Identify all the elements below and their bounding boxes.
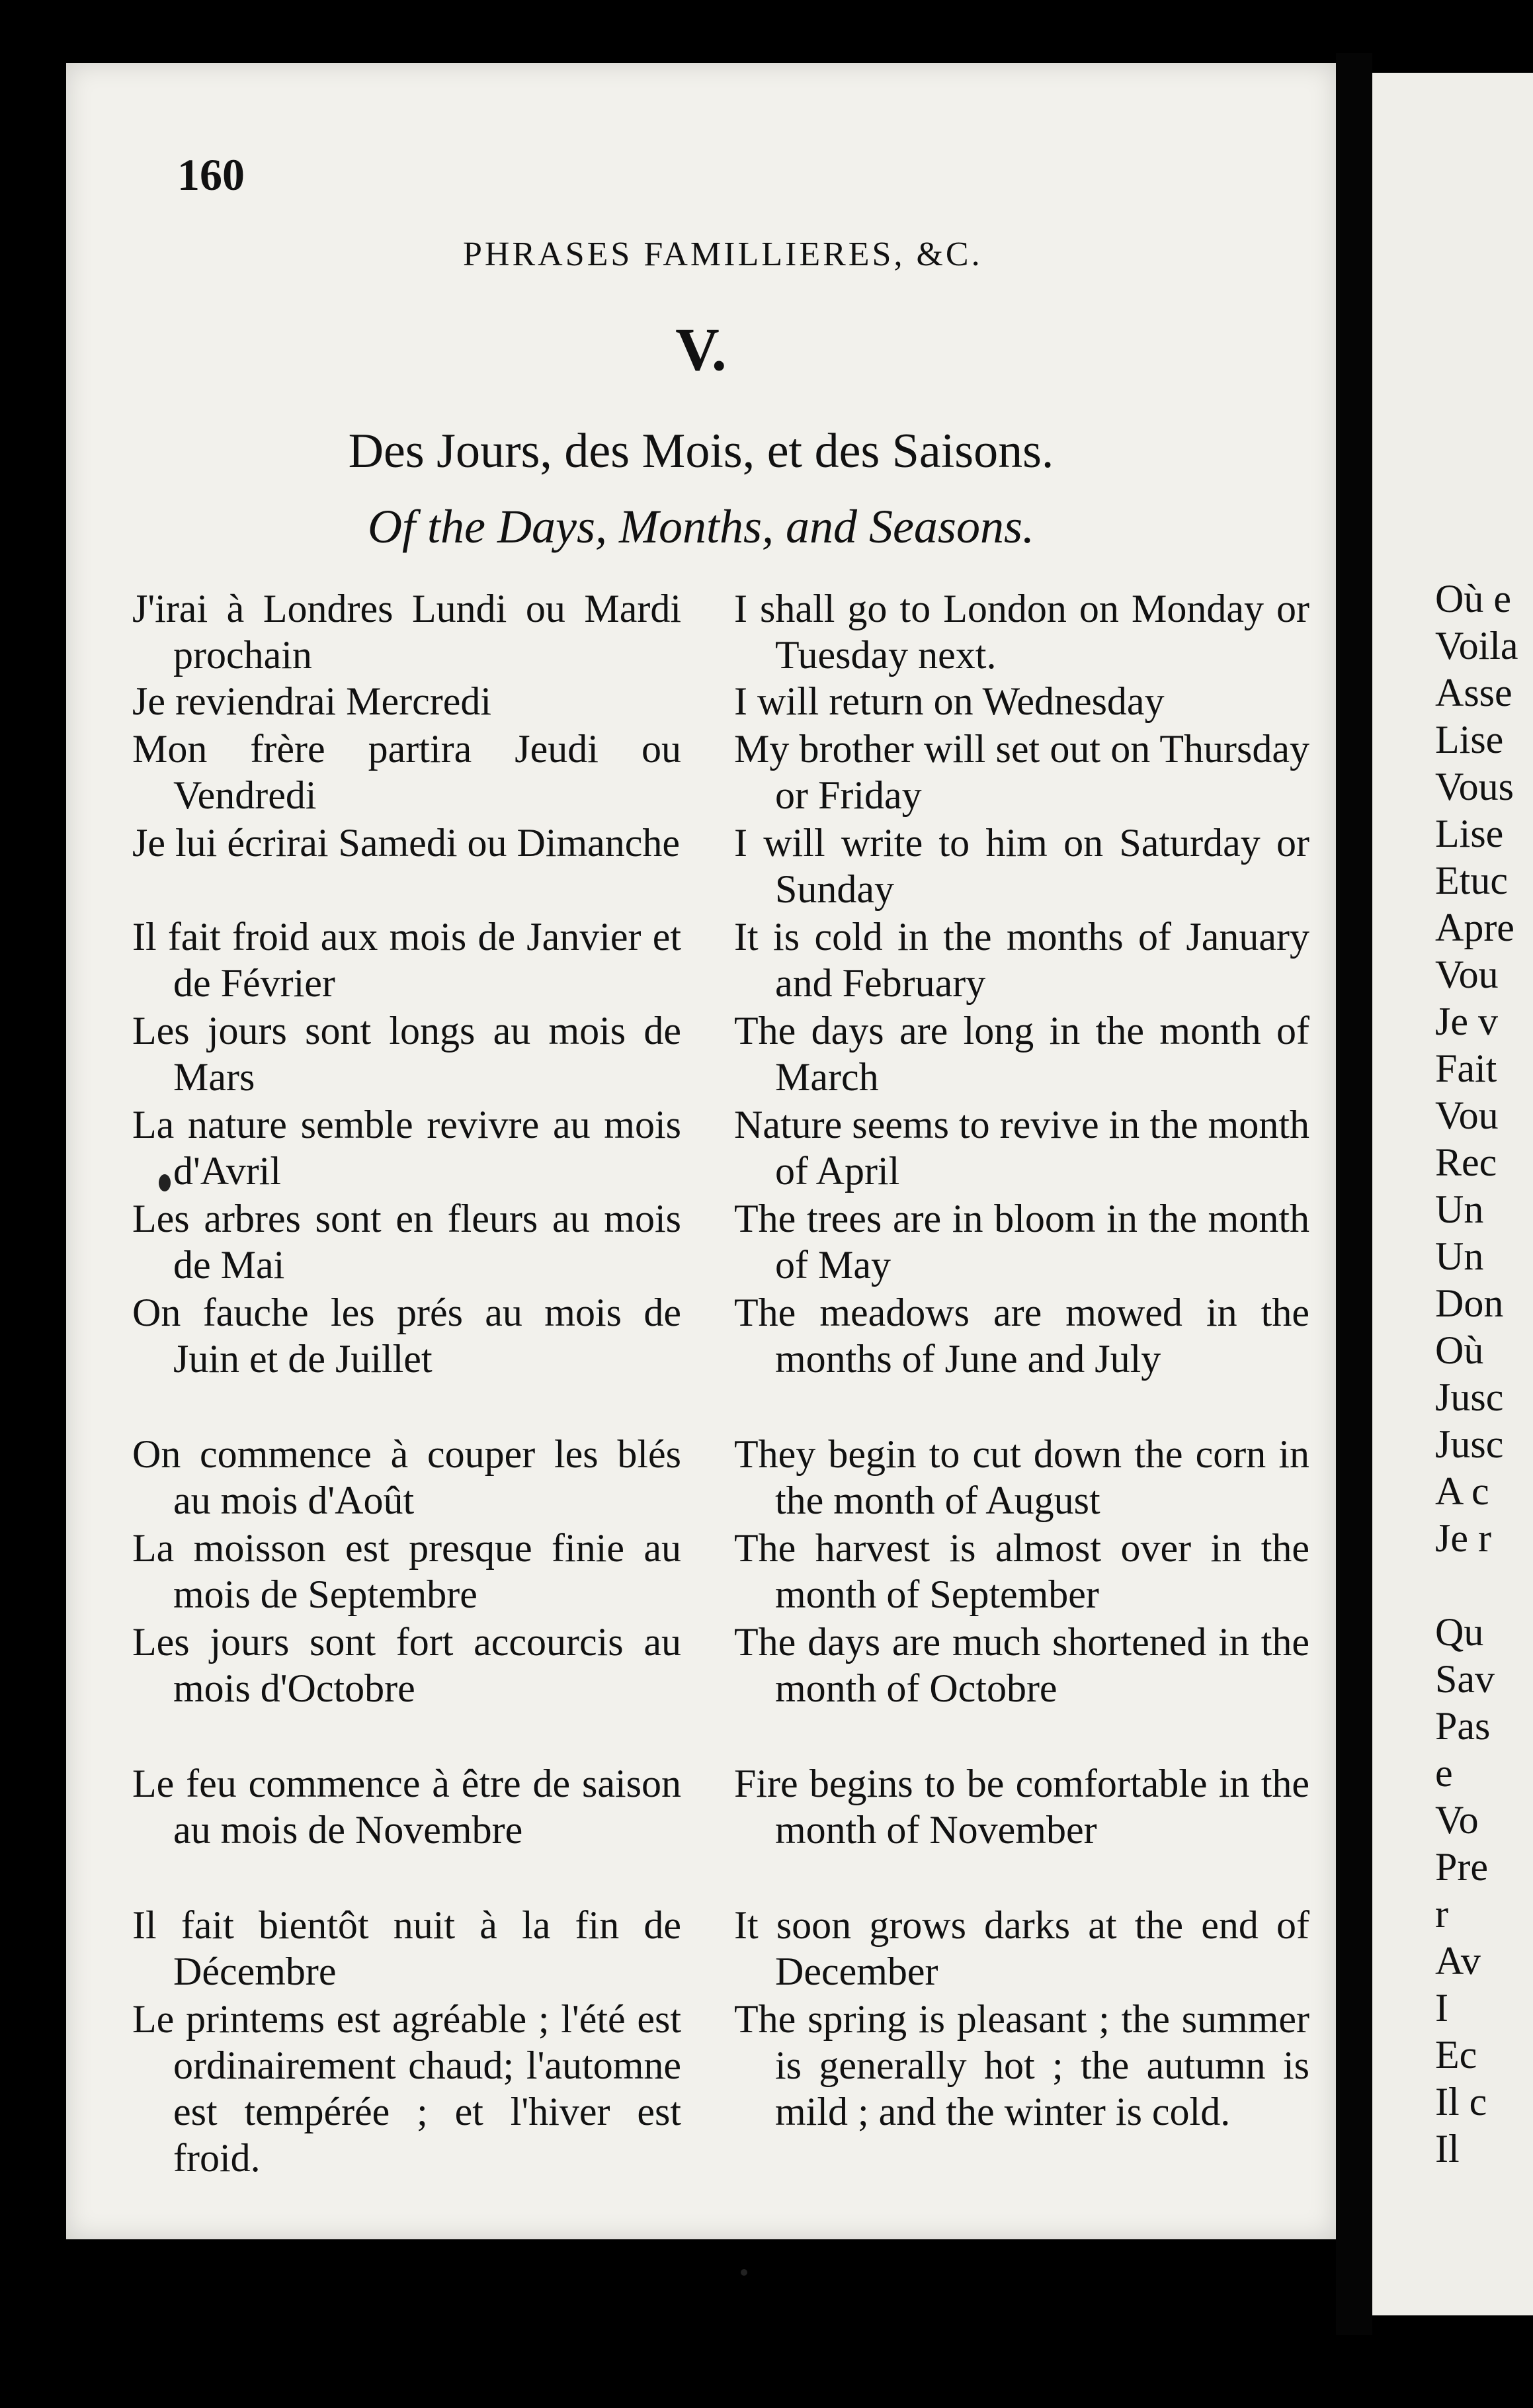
phrase-row — [132, 1525, 1309, 1619]
english-phrase: They begin to cut down the corn in the month of August — [734, 1432, 1309, 1522]
phrase-row — [132, 1195, 1309, 1289]
english-phrase: The harvest is almost over in the month of September — [734, 1526, 1309, 1616]
facing-page-edge — [1372, 73, 1533, 2315]
english-phrase: The trees are in bloom in the month of May — [734, 1197, 1309, 1287]
facing-page-line: Don — [1435, 1281, 1504, 1325]
facing-page-line: Jusc — [1435, 1422, 1504, 1466]
facing-page-line: Un — [1435, 1187, 1484, 1231]
french-phrase: Les jours sont longs au mois de Mars — [132, 1009, 681, 1099]
french-phrase: Mon frère partira Jeudi ou Vendredi — [132, 727, 681, 817]
phrase-row — [132, 1996, 1309, 2188]
french-phrase: J'irai à Londres Lundi ou Mardi prochain — [132, 587, 681, 677]
ink-smudge — [159, 1174, 171, 1191]
facing-page-line: I — [1435, 1986, 1448, 2030]
facing-page-line: Vou — [1435, 1094, 1499, 1137]
french-phrase: Les jours sont fort accourcis au mois d'Octobre — [132, 1620, 681, 1710]
english-phrase: I shall go to London on Monday or Tuesday next. — [734, 587, 1309, 677]
facing-page-line: Voila — [1435, 624, 1518, 667]
facing-page-line: Il — [1435, 2127, 1460, 2171]
facing-page-line: Av — [1435, 1939, 1481, 1983]
french-phrase: Il fait froid aux mois de Janvier et de Février — [132, 915, 681, 1005]
english-phrase: Fire begins to be comfortable in the month of November — [734, 1762, 1309, 1852]
section-number: V. — [675, 316, 727, 383]
english-phrase: I will write to him on Saturday or Sunday — [734, 821, 1309, 911]
book-page — [66, 63, 1336, 2239]
phrase-row — [132, 1902, 1309, 1996]
book-gutter — [1336, 53, 1372, 2335]
french-phrase: La nature semble revivre au mois d'Avril — [132, 1103, 681, 1193]
english-phrase: I will return on Wednesday — [734, 679, 1165, 723]
facing-page-line: Asse — [1435, 671, 1512, 714]
facing-page-line: A c — [1435, 1469, 1489, 1513]
english-phrase: The days are long in the month of March — [734, 1009, 1309, 1099]
facing-page-line: Où — [1435, 1328, 1484, 1372]
english-phrase: The meadows are mowed in the months of June and July — [734, 1291, 1309, 1381]
facing-page-line: Rec — [1435, 1140, 1497, 1184]
facing-page-line — [1435, 1562, 1518, 1609]
facing-page-line: Pre — [1435, 1845, 1488, 1889]
french-phrase: Le printems est agréable ; l'été est ordinairement chaud; l'automne est tempérée ; et l'hiver est froid. — [132, 1997, 681, 2180]
facing-page-line: Etuc — [1435, 859, 1508, 902]
facing-page-line: Où e — [1435, 577, 1511, 621]
facing-page-line: Fait — [1435, 1047, 1497, 1090]
page-number: 160 — [177, 150, 245, 200]
french-phrase: Le feu commence à être de saison au mois de Novembre — [132, 1762, 681, 1852]
facing-page-line: Lise — [1435, 812, 1504, 855]
phrase-row — [132, 1431, 1309, 1525]
phrase-row — [132, 1101, 1309, 1195]
english-phrase: The spring is pleasant ; the summer is generally hot ; the autumn is mild ; and the winter is cold. — [734, 1997, 1309, 2133]
facing-page-line: Vous — [1435, 765, 1514, 808]
phrase-row — [132, 820, 1309, 914]
phrase-row — [132, 1760, 1309, 1902]
french-phrase: On commence à couper les blés au mois d'Août — [132, 1432, 681, 1522]
ink-dot — [741, 2269, 747, 2276]
running-head: PHRASES FAMILLIERES, &C. — [463, 236, 983, 273]
french-phrase: La moisson est presque finie au mois de Septembre — [132, 1526, 681, 1616]
facing-page-line: Je v — [1435, 1000, 1498, 1043]
facing-page-line: Vou — [1435, 953, 1499, 996]
french-phrase: Il fait bientôt nuit à la fin de Décembre — [132, 1903, 681, 1993]
facing-page-line: Pas — [1435, 1704, 1491, 1748]
facing-page-line: Qu — [1435, 1610, 1484, 1654]
english-phrase: The days are much shortened in the month of Octobre — [734, 1620, 1309, 1710]
english-phrase: My brother will set out on Thursday or Friday — [734, 727, 1309, 817]
facing-page-line: Jusc — [1435, 1375, 1504, 1419]
phrase-row — [132, 1619, 1309, 1760]
facing-page-line: Je r — [1435, 1516, 1491, 1560]
facing-page-line: Un — [1435, 1234, 1484, 1278]
facing-page-fragments — [1435, 576, 1518, 2172]
facing-page-line: Apre — [1435, 906, 1514, 949]
phrase-row — [132, 678, 1309, 726]
phrase-list — [132, 585, 1309, 2188]
facing-page-line: Ec — [1435, 2033, 1477, 2077]
phrase-row — [132, 1289, 1309, 1431]
english-phrase: It is cold in the months of January and February — [734, 915, 1309, 1005]
section-title-french: Des Jours, des Mois, et des Saisons. — [348, 424, 1054, 478]
facing-page-line: Vo — [1435, 1798, 1479, 1842]
facing-page-line: Lise — [1435, 718, 1504, 761]
french-phrase: Les arbres sont en fleurs au mois de Mai — [132, 1197, 681, 1287]
french-phrase: Je reviendrai Mercredi — [132, 679, 492, 723]
facing-page-line: Sav — [1435, 1657, 1495, 1701]
facing-page-line: Il c — [1435, 2080, 1487, 2124]
facing-page-line: e — [1435, 1751, 1453, 1795]
facing-page-line: r — [1435, 1892, 1448, 1936]
phrase-row — [132, 914, 1309, 1008]
french-phrase: On fauche les prés au mois de Juin et de Juillet — [132, 1291, 681, 1381]
french-phrase: Je lui écrirai Samedi ou Dimanche — [132, 821, 681, 865]
english-phrase: It soon grows darks at the end of December — [734, 1903, 1309, 1993]
phrase-row — [132, 1008, 1309, 1101]
phrase-row — [132, 585, 1309, 678]
section-title-english: Of the Days, Months, and Seasons. — [368, 500, 1034, 553]
english-phrase: Nature seems to revive in the month of April — [734, 1103, 1309, 1193]
phrase-row — [132, 726, 1309, 820]
